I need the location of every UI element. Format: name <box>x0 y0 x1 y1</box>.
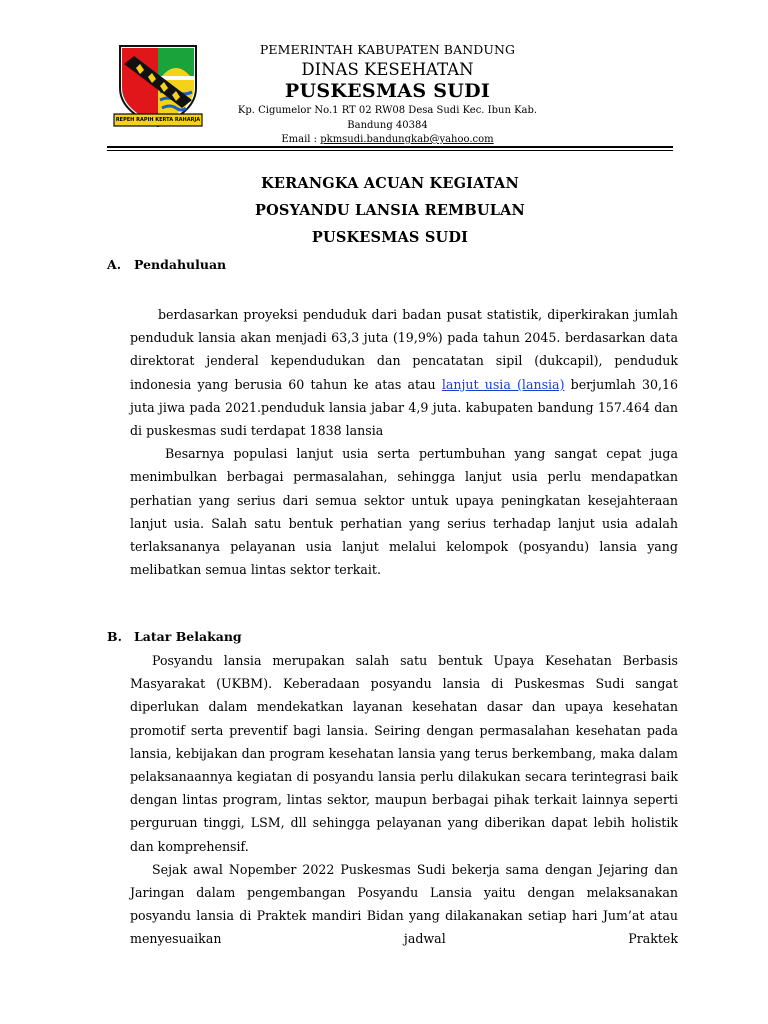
title-line-3: PUSKESMAS SUDI <box>311 229 469 246</box>
address-line-2: Bandung 40384 <box>347 119 428 131</box>
document-title <box>107 170 673 251</box>
title-line-2: POSYANDU LANSIA REMBULAN <box>254 202 525 219</box>
section-b-title: Latar Belakang <box>134 629 242 644</box>
address-line-1: Kp. Cigumelor No.1 RT 02 RW08 Desa Sudi Kec. Ibun Kab. <box>237 105 538 116</box>
government-name: PEMERINTAH KABUPATEN BANDUNG <box>259 42 516 57</box>
section-a-paragraph-2: Besarnya populasi lanjut usia serta pertumbuhan yang sangat cepat juga menimbulkan berbagai permasalahan, sehingga lanjut usia perlu mendapatkan perhatian yang serius dari semua sektor untuk upaya peningkatan kesejahteraan lanjut usia. Salah satu bentuk perhatian yang serius terhadap lanjut usia adalah terlaksananya pelayanan usia lanjut melalui kelompok (posyandu) lansia yang melibatkan semua lintas sektor terkait. <box>130 446 678 578</box>
section-b-paragraph-2: Sejak awal Nopember 2022 Puskesmas Sudi bekerja sama dengan Jejaring dan Jaringan dalam pengembangan Posyandu Lansia yaitu dengan melaksanakan posyandu lansia di Praktek mandiri Bidan yang dilakanakan setiap hari Jum’at atau menyesuaikan jadwal Praktek <box>130 861 678 947</box>
header-divider-thick <box>107 146 673 148</box>
department-name: DINAS KESEHATAN <box>301 60 474 79</box>
letterhead-text <box>215 42 560 147</box>
email-link[interactable]: pkmsudi.bandungkab@yahoo.com <box>320 134 494 145</box>
title-line-1: KERANGKA ACUAN KEGIATAN <box>261 175 519 192</box>
facility-name: PUSKESMAS SUDI <box>284 80 491 102</box>
paragraph-1-text-before-link: berdasarkan proyeksi penduduk dari badan pusat statistik, diperkirakan jumlah penduduk lansia akan menjadi 63,3 juta (19,9%) pada tahun 2045. berdasarkan data direktorat jenderal kependudukan dan pencatatan sipil (dukcapil), penduduk indonesia yang berusia 60 tahun ke atas atau <box>130 307 678 392</box>
section-a-paragraph-1 <box>130 303 678 442</box>
section-b-paragraph-1: Posyandu lansia merupakan salah satu bentuk Upaya Kesehatan Berbasis Masyarakat (UKBM). Keberadaan posyandu lansia di Puskesmas Sudi sangat diperlukan dalam mendekatkan layanan kesehatan dasar dan upaya kesehatan promotif serta preventif bagi lansia. Seiring dengan permasalahan kesehatan pada lansia, kebijakan dan program kesehatan lansia yang terus berkembang, maka dalam pelaksanaannya kegiatan di posyandu lansia perlu dilakukan secara terintegrasi baik dengan lintas program, lintas sektor, maupun berbagai pihak terkait lainnya seperti perguruan tinggi, LSM, dll sehingga pelayanan yang diberikan dapat lebih holistik dan komprehensif. <box>130 653 678 854</box>
email-line <box>215 133 560 147</box>
section-b-body <box>130 649 678 951</box>
lansia-hyperlink[interactable]: lanjut usia (lansia) <box>441 376 565 392</box>
section-b-number: B. <box>107 629 122 644</box>
section-a-number: A. <box>107 257 122 272</box>
section-a-body <box>130 303 678 581</box>
paragraph-1-text-after-link: berjumlah 30,16 juta jiwa pada 2021.penduduk lansia jabar 4,9 juta. kabupaten bandung 157.464 dan di puskesmas sudi terdapat 1838 lansia <box>130 376 679 439</box>
header-divider-thin <box>107 150 673 151</box>
email-label: Email : <box>281 134 321 145</box>
logo-motto-ribbon-text: REPEH RAPIH KERTA RAHARJA <box>115 117 201 123</box>
section-a-title: Pendahuluan <box>134 257 227 272</box>
letterhead <box>0 0 768 150</box>
section-b-heading <box>107 629 242 644</box>
section-a-heading <box>107 257 226 272</box>
